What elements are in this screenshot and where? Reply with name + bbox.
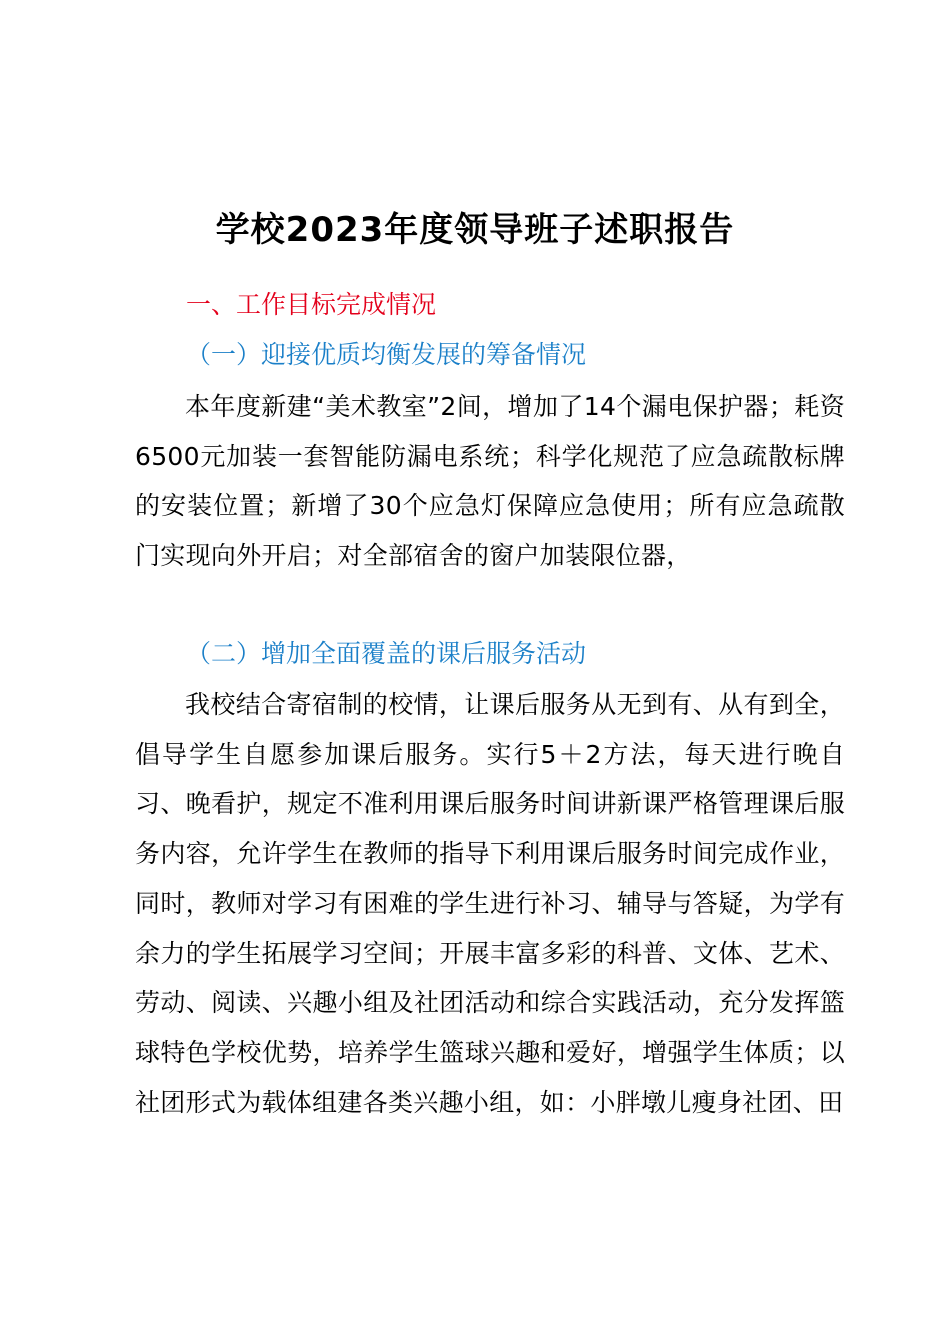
paragraph-2: 我校结合寄宿制的校情，让课后服务从无到有、从有到全，倡导学生自愿参加课后服务。实行5＋2方法，每天进行晚自习、晚看护，规定不准利用课后服务时间讲新课严格管理课后服务内容，允许学生在教师的指导下利用课后服务时间完成作业，同时，教师对学习有困难的学生进行补习、辅导与答疑，为学有余力的学生拓展学习空间；开展丰富多彩的科普、文体、艺术、劳动、阅读、兴趣小组及社团活动和综合实践活动，充分发挥篮球特色学校优势，培养学生篮球兴趣和爱好，增强学生体质；以社团形式为载体组建各类兴趣小组，如：小胖墩儿瘦身社团、田	[135, 690, 845, 1117]
section-heading-1: 一、工作目标完成情况	[186, 290, 437, 319]
subsection-heading-1: （一）迎接优质均衡发展的筹备情况	[186, 340, 587, 369]
document-title: 学校2023年度领导班子述职报告	[215, 210, 735, 250]
subsection-heading-2: （二）增加全面覆盖的课后服务活动	[186, 639, 587, 668]
paragraph-1: 本年度新建“美术教室”2间，增加了14个漏电保护器；耗资6500元加装一套智能防漏电系统；科学化规范了应急疏散标牌的安装位置；新增了30个应急灯保障应急使用；所有应急疏散门实现向外开启；对全部宿舍的窗户加装限位器，	[135, 392, 845, 571]
